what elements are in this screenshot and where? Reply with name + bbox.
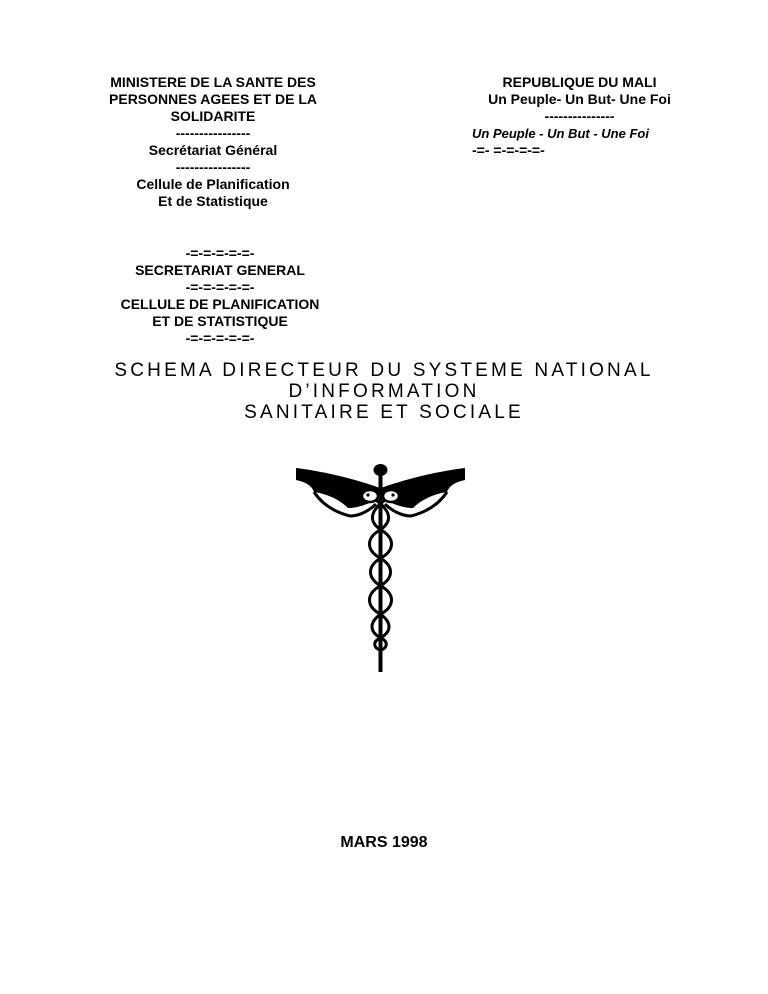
republic-motto-italic: Un Peuple - Un But - Une Foi [472,126,649,141]
title-line-3: SANITAIRE ET SOCIALE [244,402,524,423]
cellule-separator-2: -=-=-=-=-=- [185,279,255,295]
republic-separator-2: -=- =-=-=-=- [472,142,545,158]
title-line-1: SCHEMA DIRECTEUR DU SYSTEME NATIONAL [114,360,654,381]
caduceus-icon [288,460,473,675]
title-line-2: D’INFORMATION [288,381,480,402]
cellule-secretariat: SECRETARIAT GENERAL [135,262,305,278]
cellule-label: Cellule de Planification [136,176,290,192]
document-date: MARS 1998 [340,834,428,851]
republic-motto: Un Peuple- Un But- Une Foi [488,91,671,107]
ministry-line-1: MINISTERE DE LA SANTE DES [110,74,316,90]
cellule-separator-3: -=-=-=-=-=- [185,330,255,346]
ministry-separator-1: ---------------- [175,125,251,141]
ministry-line-2: PERSONNES AGEES ET DE LA [109,91,317,107]
republic-name: REPUBLIQUE DU MALI [502,74,657,90]
statistique-label: Et de Statistique [158,193,268,209]
ministry-header [88,74,338,210]
ministry-separator-2: ---------------- [175,159,251,175]
document-title [0,360,768,423]
cellule-block [100,245,340,347]
cellule-separator-1: -=-=-=-=-=- [185,245,255,261]
cellule-statistique: ET DE STATISTIQUE [152,313,288,329]
cellule-planification: CELLULE DE PLANIFICATION [120,296,320,312]
ministry-line-3: SOLIDARITE [170,108,256,124]
republic-header [472,74,687,159]
secretariat-general-label: Secrétariat Général [148,142,278,158]
republic-separator-1: --------------- [544,108,615,124]
